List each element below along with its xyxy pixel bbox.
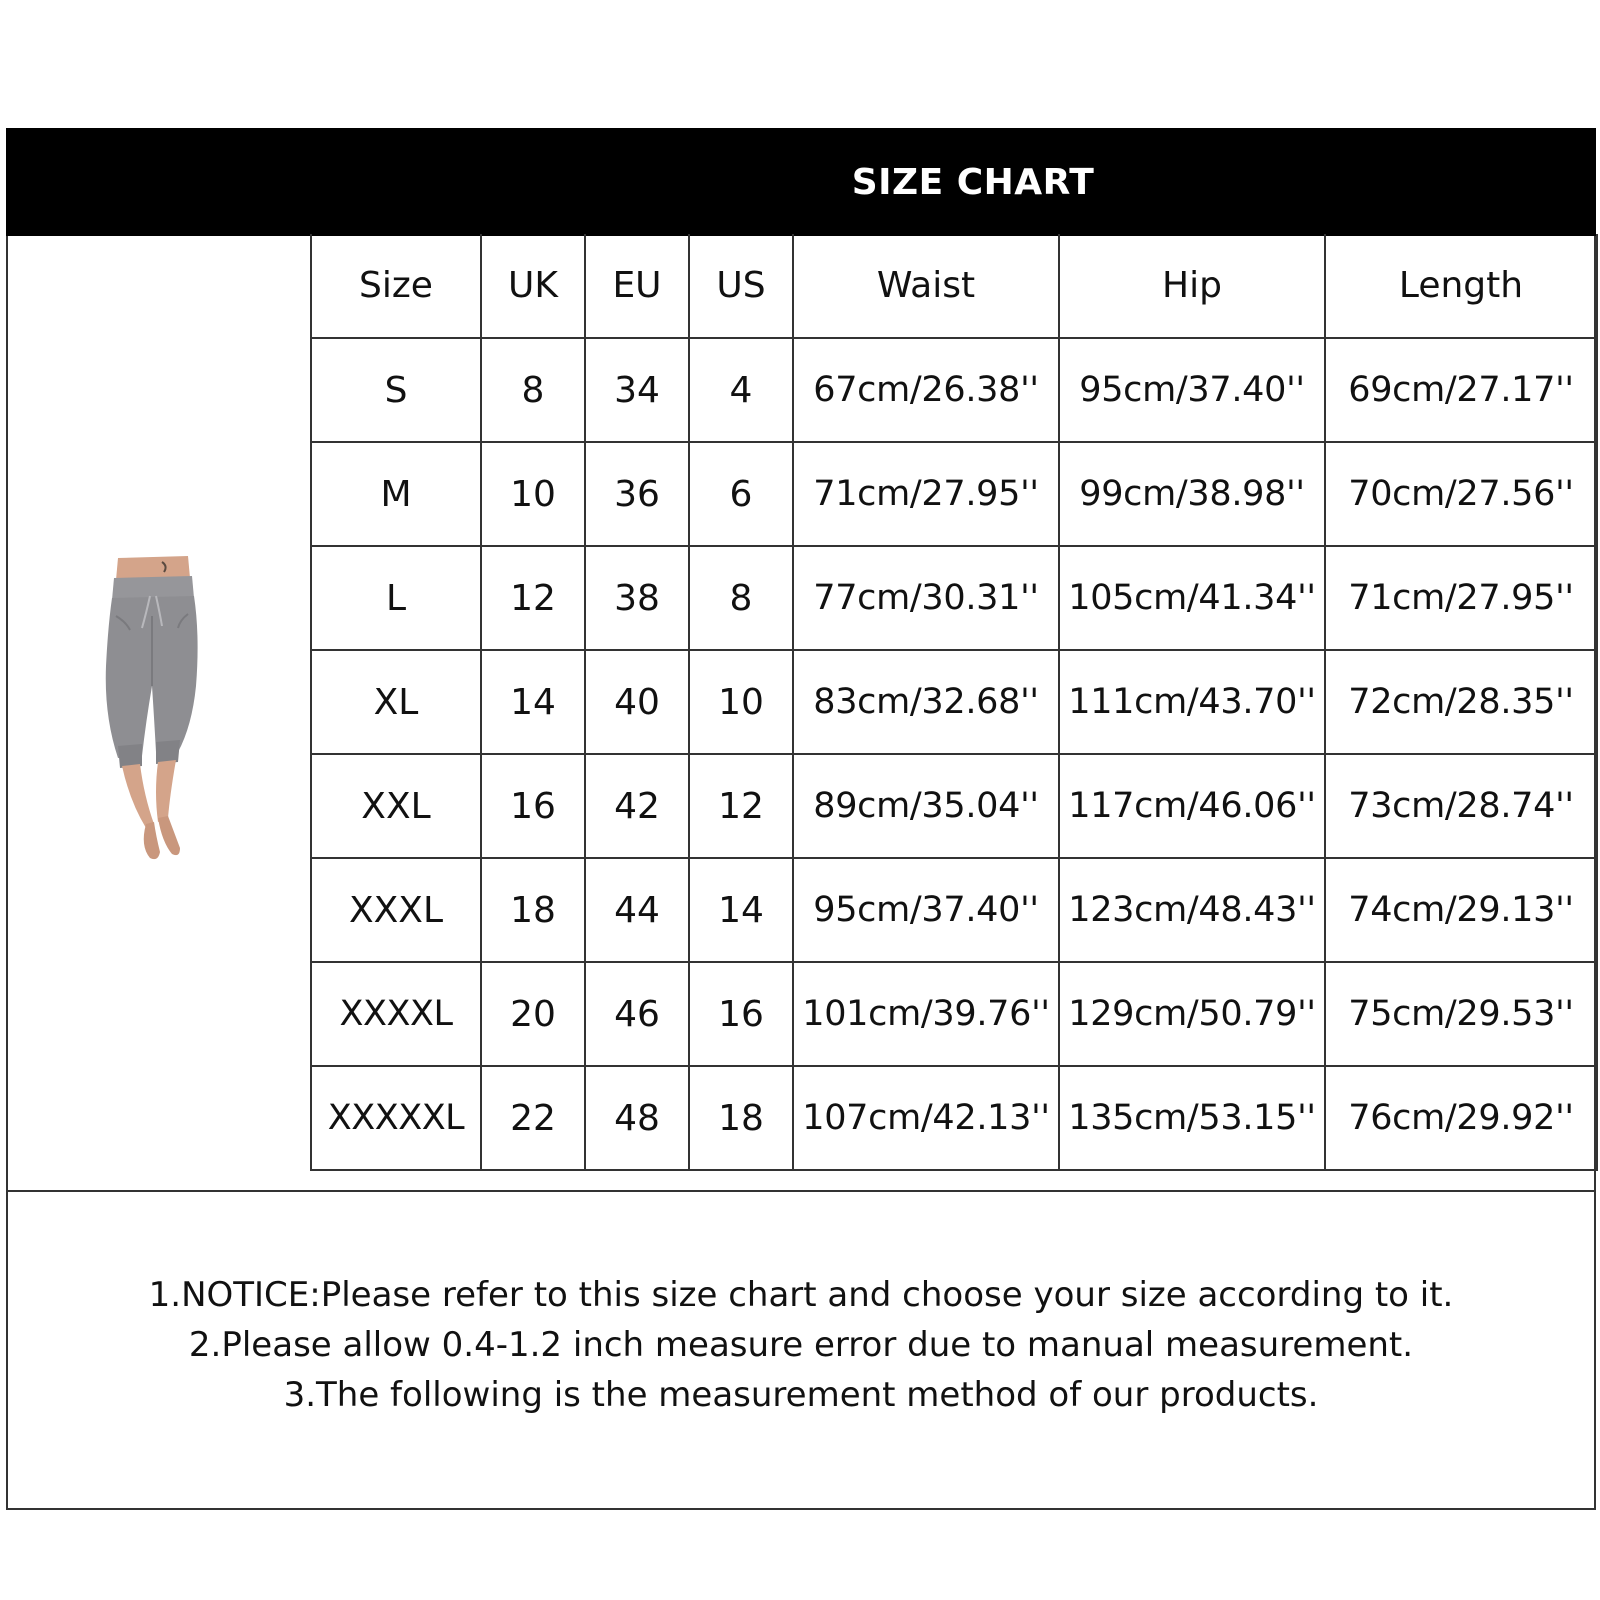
header-eu: EU	[585, 234, 689, 338]
cell-size: XXL	[311, 754, 481, 858]
cell-us: 8	[689, 546, 793, 650]
capri-pants-image	[96, 556, 224, 868]
cell-hip: 111cm/43.70''	[1059, 650, 1325, 754]
cell-uk: 18	[481, 858, 585, 962]
cell-uk: 10	[481, 442, 585, 546]
cell-uk: 12	[481, 546, 585, 650]
table-bottom-divider	[6, 1190, 1596, 1192]
table-row	[311, 650, 1597, 754]
cell-size: XXXXXL	[311, 1066, 481, 1170]
cell-eu: 34	[585, 338, 689, 442]
size-table	[310, 234, 1598, 1171]
cell-length: 76cm/29.92''	[1325, 1066, 1597, 1170]
notes-section	[6, 1270, 1596, 1420]
cell-length: 69cm/27.17''	[1325, 338, 1597, 442]
cell-waist: 83cm/32.68''	[793, 650, 1059, 754]
cell-eu: 48	[585, 1066, 689, 1170]
header-hip: Hip	[1059, 234, 1325, 338]
cell-length: 70cm/27.56''	[1325, 442, 1597, 546]
note-line: 2.Please allow 0.4-1.2 inch measure error due to manual measurement.	[188, 1325, 1414, 1365]
table-row	[311, 442, 1597, 546]
cell-length: 71cm/27.95''	[1325, 546, 1597, 650]
note-line: 1.NOTICE:Please refer to this size chart and choose your size according to it.	[148, 1275, 1454, 1315]
cell-waist: 77cm/30.31''	[793, 546, 1059, 650]
cell-us: 12	[689, 754, 793, 858]
table-header-row	[311, 234, 1597, 338]
table-row	[311, 546, 1597, 650]
table-row	[311, 1066, 1597, 1170]
header-us: US	[689, 234, 793, 338]
table-row	[311, 754, 1597, 858]
note-line: 3.The following is the measurement method of our products.	[283, 1375, 1319, 1415]
header-waist: Waist	[793, 234, 1059, 338]
cell-uk: 20	[481, 962, 585, 1066]
cell-us: 6	[689, 442, 793, 546]
cell-hip: 135cm/53.15''	[1059, 1066, 1325, 1170]
cell-waist: 107cm/42.13''	[793, 1066, 1059, 1170]
chart-title: SIZE CHART	[851, 161, 1095, 203]
cell-hip: 129cm/50.79''	[1059, 962, 1325, 1066]
cell-hip: 105cm/41.34''	[1059, 546, 1325, 650]
header-uk: UK	[481, 234, 585, 338]
cell-us: 4	[689, 338, 793, 442]
cell-hip: 117cm/46.06''	[1059, 754, 1325, 858]
cell-eu: 46	[585, 962, 689, 1066]
header-length: Length	[1325, 234, 1597, 338]
cell-size: L	[311, 546, 481, 650]
cell-size: M	[311, 442, 481, 546]
cell-length: 73cm/28.74''	[1325, 754, 1597, 858]
cell-eu: 44	[585, 858, 689, 962]
cell-length: 75cm/29.53''	[1325, 962, 1597, 1066]
cell-hip: 99cm/38.98''	[1059, 442, 1325, 546]
cell-waist: 67cm/26.38''	[793, 338, 1059, 442]
cell-length: 72cm/28.35''	[1325, 650, 1597, 754]
table-row	[311, 962, 1597, 1066]
cell-size: S	[311, 338, 481, 442]
cell-size: XXXL	[311, 858, 481, 962]
header-size: Size	[311, 234, 481, 338]
cell-uk: 14	[481, 650, 585, 754]
cell-waist: 71cm/27.95''	[793, 442, 1059, 546]
cell-waist: 95cm/37.40''	[793, 858, 1059, 962]
cell-size: XXXXL	[311, 962, 481, 1066]
cell-uk: 16	[481, 754, 585, 858]
cell-uk: 22	[481, 1066, 585, 1170]
table-row	[311, 858, 1597, 962]
cell-us: 16	[689, 962, 793, 1066]
title-bar	[6, 128, 1596, 236]
cell-hip: 123cm/48.43''	[1059, 858, 1325, 962]
bottom-divider	[6, 1508, 1596, 1510]
cell-us: 14	[689, 858, 793, 962]
cell-eu: 40	[585, 650, 689, 754]
cell-eu: 42	[585, 754, 689, 858]
cell-waist: 101cm/39.76''	[793, 962, 1059, 1066]
cell-us: 18	[689, 1066, 793, 1170]
cell-eu: 36	[585, 442, 689, 546]
cell-waist: 89cm/35.04''	[793, 754, 1059, 858]
cell-size: XL	[311, 650, 481, 754]
cell-uk: 8	[481, 338, 585, 442]
cell-eu: 38	[585, 546, 689, 650]
table-row	[311, 338, 1597, 442]
cell-us: 10	[689, 650, 793, 754]
cell-hip: 95cm/37.40''	[1059, 338, 1325, 442]
cell-length: 74cm/29.13''	[1325, 858, 1597, 962]
